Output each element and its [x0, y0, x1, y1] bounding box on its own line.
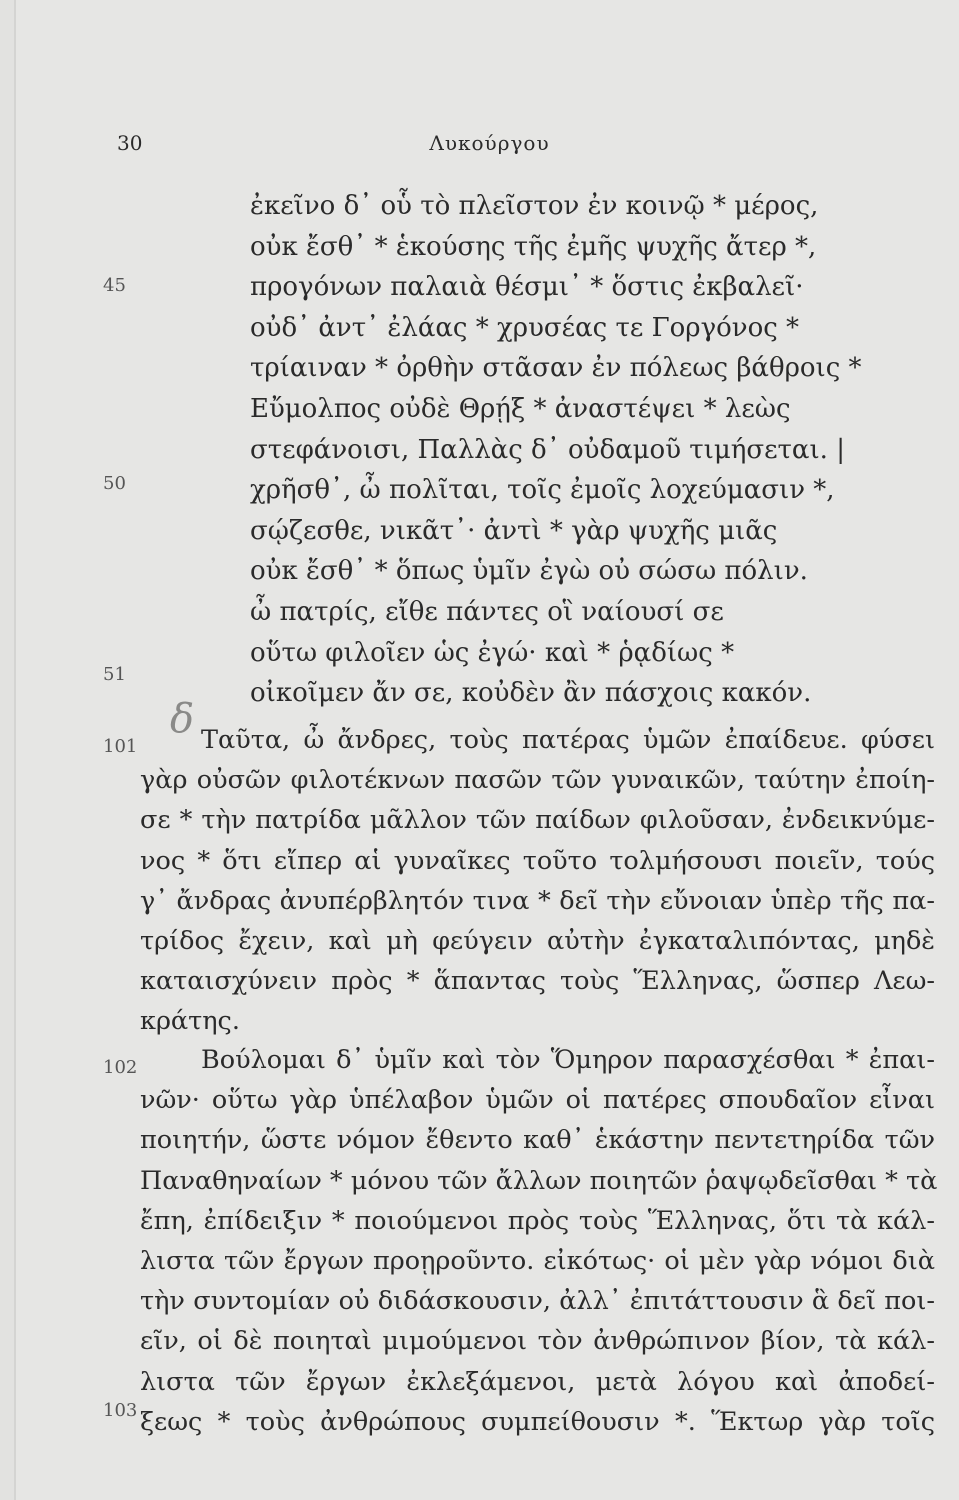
verse-line: σῴζεσθε, νικᾶτ᾿· ἀντὶ * γὰρ ψυχῆς μιᾶς: [250, 515, 778, 546]
prose-line: γὰρ οὐσῶν φιλοτέκνων πασῶν τῶν γυναικῶν, ταύτην ἐποίη-: [140, 765, 935, 796]
prose-line: ποιητήν, ὥστε νόμον ἔθεντο καθ᾿ ἑκάστην πεντετηρίδα τῶν: [140, 1125, 935, 1156]
prose-line: εῖν, οἱ δὲ ποιηταὶ μιμούμενοι τὸν ἀνθρώπινον βίον, τὰ κάλ-: [140, 1326, 935, 1357]
verse-line: προγόνων παλαιὰ θέσμι᾿ * ὅστις ἐκβαλεῖ·: [250, 272, 804, 303]
prose-line: καταισχύνειν πρὸς * ἅπαντας τοὺς Ἕλληνας, ὥσπερ Λεω-: [140, 966, 935, 997]
line-number: 45: [103, 275, 126, 296]
line-number: 50: [103, 473, 126, 494]
verse-line: οὐκ ἔσθ᾿ * ὅπως ὑμῖν ἐγὼ οὐ σώσω πόλιν.: [250, 556, 808, 587]
prose-line: σε * τὴν πατρίδα μᾶλλον τῶν παίδων φιλοῦσαν, ἐνδεικνύμε-: [140, 805, 935, 836]
prose-line: λιστα τῶν ἔργων ἐκλεξάμενοι, μετὰ λόγου καὶ ἀποδεί-: [140, 1366, 935, 1397]
verse-line: οὕτω φιλοῖεν ὡς ἐγώ· καὶ * ῥᾳδίως *: [250, 637, 735, 668]
verse-block: [250, 186, 862, 714]
verse-line: στεφάνοισι, Παλλὰς δ᾿ οὐδαμοῦ τιμήσεται. |: [250, 434, 845, 465]
verse-line: τρίαιναν * ὀρθὴν στᾶσαν ἐν πόλεως βάθροις *: [250, 353, 862, 384]
verse-line: ὦ πατρίς, εἴθε πάντες οἳ ναίουσί σε: [250, 596, 724, 627]
line-number: 51: [103, 664, 126, 685]
page-number: 30: [117, 131, 143, 155]
prose-line: κράτης.: [140, 1006, 240, 1037]
prose-line: Βούλομαι δ᾿ ὑμῖν καὶ τὸν Ὅμηρον παρασχέσθαι * ἐπαι-: [201, 1045, 935, 1075]
prose-line: Ταῦτα, ὦ ἄνδρες, τοὺς πατέρας ὑμῶν ἐπαίδευε. φύσει: [201, 725, 935, 755]
verse-line: οὐκ ἔσθ᾿ * ἑκούσης τῆς ἐμῆς ψυχῆς ἄτερ *,: [250, 231, 817, 262]
verse-line: οὐδ᾿ ἀντ᾿ ἐλάας * χρυσέας τε Γοργόνος *: [250, 312, 800, 343]
prose-line: νος * ὅτι εἴπερ αἱ γυναῖκες τοῦτο τολμήσουσι ποιεῖν, τούς: [140, 845, 935, 876]
prose-line: τρίδος ἔχειν, καὶ μὴ φεύγειν αὐτὴν ἐγκαταλιπόντας, μηδὲ: [140, 926, 935, 957]
section-number: 102: [103, 1057, 138, 1078]
section-number: 101: [103, 736, 138, 757]
verse-line: Εὔμολπος οὐδὲ Θρῄξ * ἀναστέψει * λεὼς: [250, 393, 791, 424]
paragraph-102: [140, 1040, 938, 1442]
running-title: Λυκούργου: [429, 131, 550, 155]
prose-line: λιστα τῶν ἔργων προῃροῦντο. εἰκότως· οἱ μὲν γὰρ νόμοι διὰ: [140, 1246, 935, 1277]
pencil-mark: δ: [170, 696, 195, 742]
prose-line: ἔπη, ἐπίδειξιν * ποιούμενοι πρὸς τοὺς Ἕλληνας, ὅτι τὰ κάλ-: [140, 1205, 935, 1236]
prose-line: Παναθηναίων * μόνου τῶν ἄλλων ποιητῶν ῥαψῳδεῖσθαι * τὰ: [140, 1165, 938, 1196]
prose-line: ξεως * τοὺς ἀνθρώπους συμπείθουσιν *. Ἕκτωρ γὰρ τοῖς: [140, 1406, 935, 1437]
verse-line: χρῆσθ᾿, ὦ πολῖται, τοῖς ἐμοῖς λοχεύμασιν *,: [250, 475, 835, 506]
verse-line: οἰκοῖμεν ἄν σε, κοὐδὲν ἂν πάσχοις κακόν.: [250, 678, 812, 709]
verse-line: ἐκεῖνο δ᾿ οὗ τὸ πλεῖστον ἐν κοινῷ * μέρος,: [250, 191, 819, 221]
prose-line: γ᾿ ἄνδρας ἀνυπέρβλητόν τινα * δεῖ τὴν εὔνοιαν ὑπὲρ τῆς πα-: [140, 885, 935, 916]
prose-line: νῶν· οὕτω γὰρ ὑπέλαβον ὑμῶν οἱ πατέρες σπουδαῖον εἶναι: [140, 1085, 935, 1116]
section-number: 103: [103, 1400, 138, 1421]
paragraph-101: [140, 720, 935, 1042]
prose-line: τὴν συντομίαν οὐ διδάσκουσιν, ἀλλ᾿ ἐπιτάττουσιν ἃ δεῖ ποι-: [140, 1286, 935, 1317]
